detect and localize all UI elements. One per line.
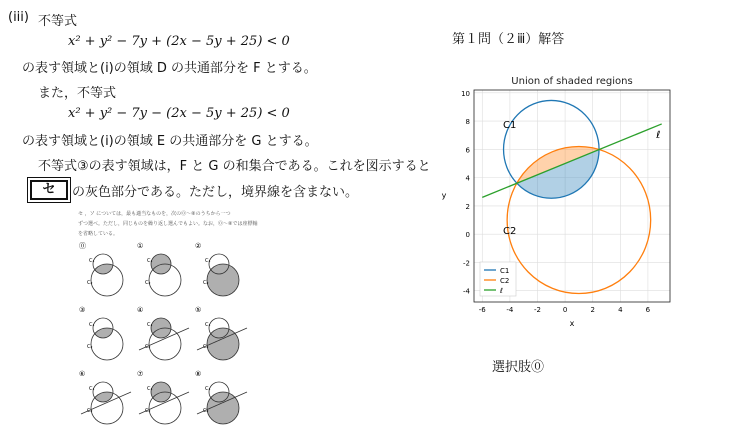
choice-cell — [79, 241, 123, 296]
choice-c2-label: C₂ — [145, 408, 151, 414]
x-tick-label: 2 — [590, 306, 595, 314]
selection-label: 選択肢⓪ — [492, 360, 545, 375]
answer-header: 第１問（２ⅲ）解答 — [452, 32, 565, 47]
text-line-7: の灰色部分である。ただし，境界線を含まない。 — [72, 185, 359, 200]
choice-c1-label: C₁ — [205, 322, 211, 328]
y-tick-label: 10 — [461, 89, 470, 98]
choice-number: ① — [137, 242, 144, 250]
choice-c1-label: C₁ — [89, 322, 95, 328]
choice-number: ④ — [137, 306, 144, 314]
choice-c1-label: C₁ — [205, 386, 211, 392]
choice-c1-label: C₁ — [89, 258, 95, 264]
x-tick-label: -6 — [478, 306, 486, 314]
choice-c2-label: C₂ — [87, 344, 93, 350]
choices-note-2: ずつ選べ。ただし，同じものを繰り返し選んでもよい。なお，⓪〜⑧では座標軸 — [78, 221, 258, 227]
choice-cell — [195, 242, 239, 296]
choice-c1-label: C₁ — [205, 258, 211, 264]
choice-number: ⑤ — [195, 306, 202, 314]
choice-c2-label: C₂ — [87, 280, 93, 286]
chart-ylabel: y — [441, 191, 447, 200]
legend-label: C1 — [500, 267, 510, 275]
choices-note-1: セ ，ソ については，最も適当なものを，次の⓪〜⑧のうちから一つ — [78, 211, 231, 217]
choice-c2-label: C₂ — [203, 408, 209, 414]
y-tick-label: 6 — [465, 146, 470, 155]
choice-number: ② — [195, 242, 202, 250]
choice-number: ⑦ — [137, 370, 144, 378]
choice-c2-label: C₂ — [87, 408, 93, 414]
x-tick-label: 6 — [645, 306, 651, 314]
choices-note-3: を省略している。 — [78, 231, 119, 237]
choice-number: ⓪ — [79, 242, 86, 250]
x-tick-label: -4 — [506, 306, 514, 314]
legend — [480, 262, 516, 296]
y-tick-label: 8 — [465, 118, 470, 127]
inequality-1: x² + y² − 7y + (2x − 5y + 25) < 0 — [68, 34, 290, 49]
x-tick-label: 4 — [618, 306, 623, 314]
legend-label: C2 — [500, 277, 510, 285]
answer-chart — [436, 70, 676, 330]
choice-cell — [137, 370, 189, 424]
annotation: C2 — [502, 226, 517, 238]
text-line-5: の表す領域と(i)の領域 E の共通部分を G とする。 — [22, 134, 318, 149]
choice-c1-label: C₁ — [147, 258, 153, 264]
choice-number: ③ — [79, 306, 86, 314]
choice-cell — [195, 306, 247, 360]
choice-cell — [137, 306, 189, 360]
legend-label: ℓ — [500, 287, 503, 295]
choice-c2-label: C₂ — [203, 280, 209, 286]
y-tick-label: -4 — [463, 287, 470, 296]
x-tick-label: -2 — [534, 306, 541, 314]
choice-c2-label: C₂ — [145, 344, 151, 350]
choice-cell — [79, 306, 123, 360]
choice-c2-label: C₂ — [203, 344, 209, 350]
choice-c2-label: C₂ — [145, 280, 151, 286]
choice-cell — [79, 370, 131, 424]
choice-c1-label: C₁ — [147, 386, 153, 392]
annotation: C1 — [502, 120, 517, 132]
choice-cell — [137, 242, 181, 296]
answer-box: セ — [30, 180, 68, 200]
choice-number: ⑥ — [79, 370, 86, 378]
choice-c1-label: C₁ — [89, 386, 95, 392]
problem-marker: (iii) — [8, 10, 29, 25]
y-tick-label: 2 — [465, 202, 470, 211]
y-tick-label: 0 — [465, 231, 470, 240]
choices-grid — [75, 240, 250, 430]
text-line-6: 不等式③の表す領域は，F と G の和集合である。これを図示すると — [38, 159, 431, 174]
annotation: ℓ — [656, 130, 661, 142]
y-tick-label: 4 — [465, 174, 470, 183]
chart-title: Union of shaded regions — [511, 76, 633, 87]
choice-c1-label: C₁ — [147, 322, 153, 328]
choice-number: ⑧ — [195, 370, 202, 378]
text-line-3: また，不等式 — [38, 86, 117, 101]
inequality-2: x² + y² − 7y − (2x − 5y + 25) < 0 — [68, 106, 290, 121]
text-line-2: の表す領域と(i)の領域 D の共通部分を F とする。 — [22, 61, 317, 76]
x-tick-label: 0 — [562, 306, 568, 314]
problem-heading: 不等式 — [38, 14, 78, 29]
choice-cell — [195, 370, 247, 424]
chart-xlabel: x — [569, 319, 575, 328]
y-tick-label: -2 — [463, 259, 470, 268]
